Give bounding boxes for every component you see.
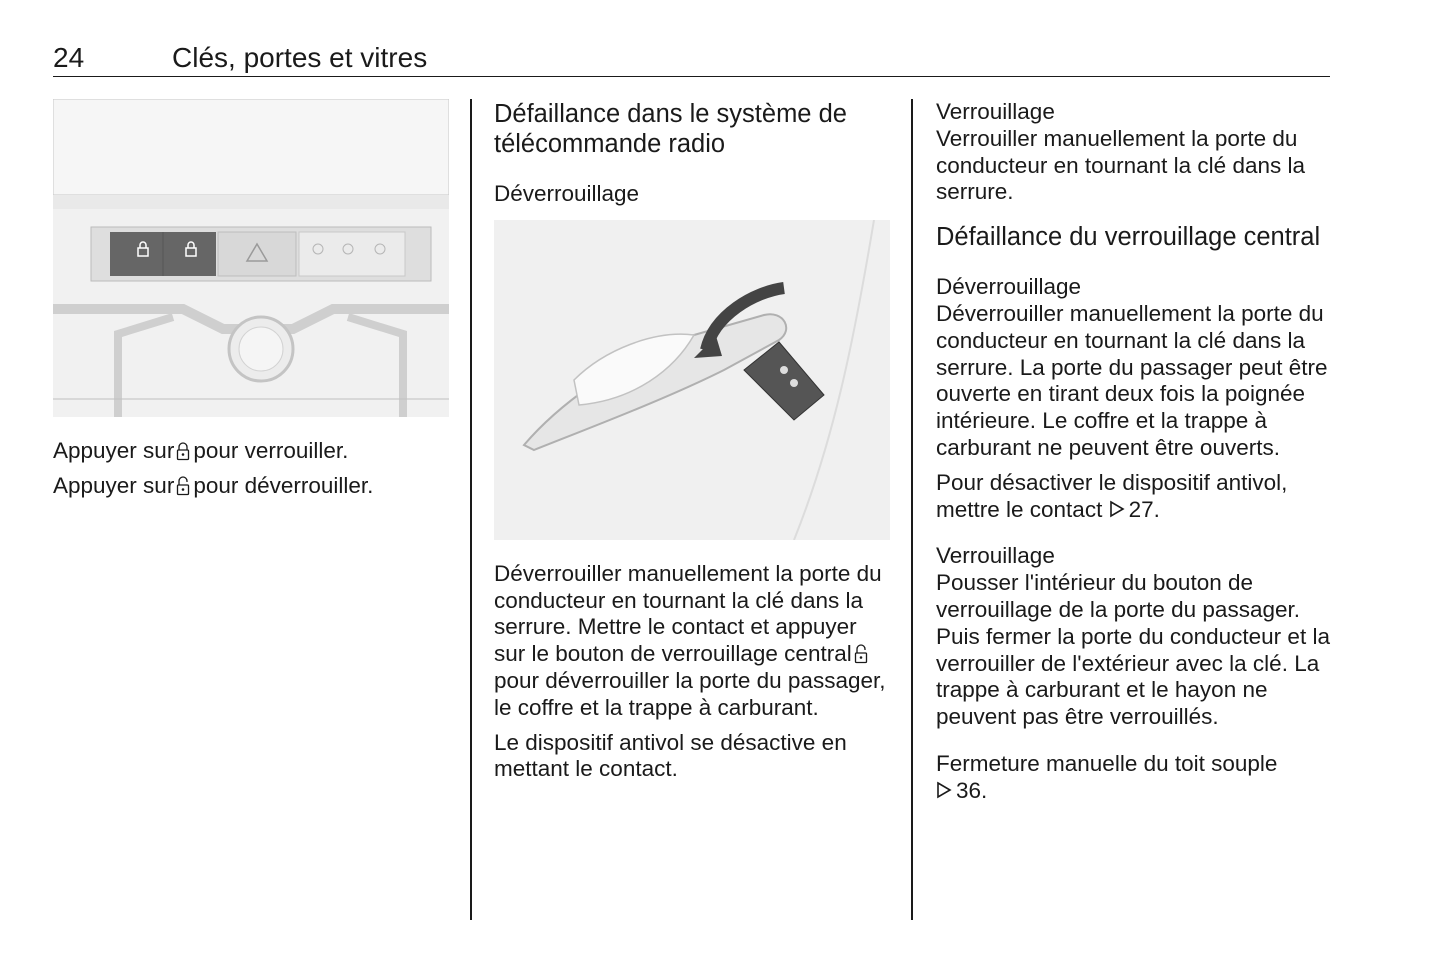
antitheft-deactivate-text: Pour désactiver le dispositif antivol, mettre le contact 27.: [936, 469, 1288, 522]
passenger-lock-text: Pousser l'intérieur du bouton de verrouillage de la porte du passager. Puis fermer la porte du conducteur et la verrouiller de l'extérieur avec la clé. La trappe à carburant et le hayon ne peuvent pas être verrouillés.: [936, 570, 1330, 730]
lock-instruction: Appuyer sur pour verrouiller.: [53, 438, 349, 463]
central-unlock-text: Déverrouiller manuellement la porte du conducteur en tournant la clé dans la serrure. La porte du passager peut être ouverte en tirant deux fois la poignée intérieure. Le coffre et la trappe à carburant ne peuvent être ouverts.: [936, 300, 1328, 460]
subheading-unlocking: Déverrouillage: [936, 274, 1082, 300]
lock-open-icon: [176, 476, 190, 496]
lock-open-icon: [854, 644, 868, 664]
page-number: 24: [53, 42, 85, 73]
remote-failure-unlock-text: Déverrouiller manuellement la porte du conducteur en tournant la clé dans la serrure. Mettre le contact et appuyer sur le bouton de verrouillage centralpour déverrouiller la porte du passager, le coffre et la trappe à carburant.: [494, 560, 886, 720]
lock-closed-icon: [176, 441, 190, 461]
manual-lock-text: Verrouiller manuellement la porte du conducteur en tournant la clé dans la serrure.: [936, 125, 1305, 205]
column-right: [936, 99, 1332, 805]
page-reference-link[interactable]: 36.: [956, 777, 988, 803]
subheading-locking: Verrouillage: [936, 99, 1055, 124]
subheading-locking: Verrouillage: [936, 543, 1055, 569]
central-lock-buttons: [110, 232, 216, 276]
chapter-title: Clés, portes et vitres: [172, 42, 428, 73]
antitheft-text: Le dispositif antivol se désactive en mettant le contact.: [494, 729, 847, 782]
page-header: [53, 40, 1330, 77]
subheading-soft-top: Fermeture manuelle du toit souple: [936, 750, 1278, 776]
page-reference-icon: [936, 781, 952, 799]
door-handle-key-illustration: [494, 220, 890, 540]
column-divider: [911, 99, 913, 920]
column-left: [53, 99, 449, 500]
page-reference-icon: [1109, 500, 1125, 518]
section-heading-central-lock: Défaillance du verrouillage central: [936, 223, 1321, 252]
assist-buttons: [299, 232, 405, 276]
page-reference-link[interactable]: 27.: [1128, 496, 1160, 522]
section-heading: Défaillance dans le système de télécommande radio: [494, 100, 847, 158]
soft-top-reference: [936, 778, 1332, 805]
hazard-button: [218, 232, 296, 276]
column-middle: [494, 99, 890, 783]
column-divider: [470, 99, 472, 920]
unlock-instruction: Appuyer sur pour déverrouiller.: [53, 472, 374, 498]
dashboard-lock-buttons-illustration: [53, 99, 449, 417]
subheading-unlocking: Déverrouillage: [494, 181, 640, 206]
